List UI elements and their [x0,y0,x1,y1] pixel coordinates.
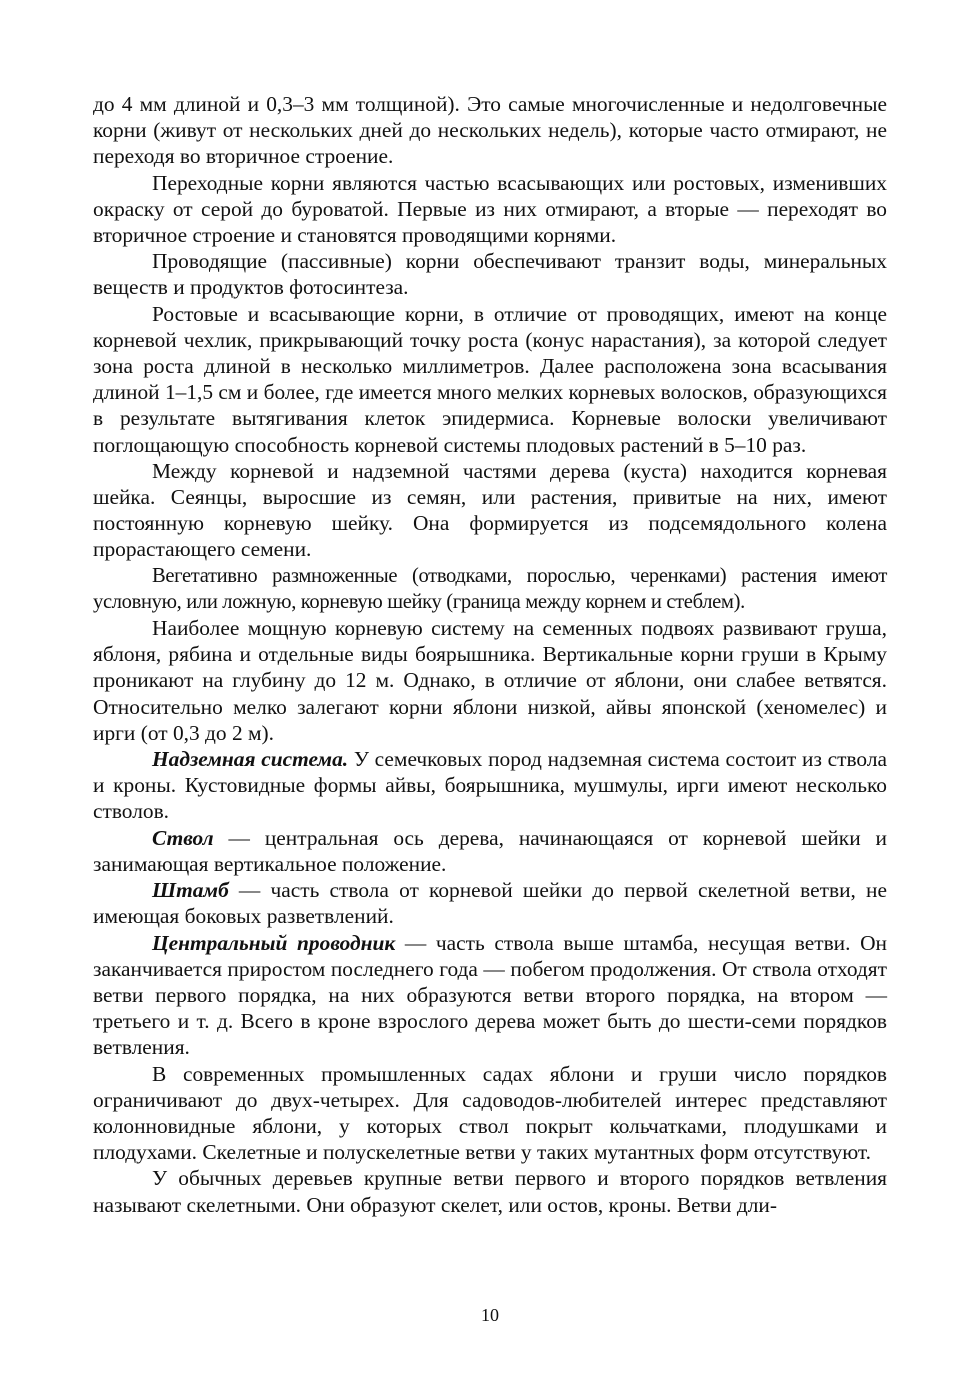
paragraph-6 [93,563,887,615]
paragraph-9 [93,825,887,877]
page-body [93,91,887,1218]
paragraph-13 [93,1165,887,1217]
paragraph-text: — часть ствола от корневой шейки до первой скелетной ветви, не имеющая боковых разветвлений. [93,878,887,929]
term-stem: Штамб [152,878,229,903]
paragraph-text: Переходные корни являются частью всасывающих или ростовых, изменивших окраску от серой до буроватой. Первые из них отмирают, а вторые — переходят во вторичное строение и становятся проводящими корнями. [93,170,887,248]
paragraph-text: Наиболее мощную корневую систему на семенных подвоях развивают груша, яблоня, рябина и отдельные виды боярышника. Вертикальные корни груши в Крыму проникают на глубину до 12 м. Однако, в отличие от яблони, они слабее ветвятся. Относительно мелко залегают корни яблони низкой, айвы японской (хеномелес) и ирги (от 0,3 до 2 м). [93,616,887,745]
paragraph-2 [93,170,887,249]
paragraph-text: У обычных деревьев крупные ветви первого и второго порядков ветвления называют скелетными. Они образуют скелет, или остов, кроны. Ветви дли- [93,1166,887,1217]
paragraph-text: У семечковых пород надземная система состоит из ствола и кроны. Кустовидные формы айвы, боярышника, мушмулы, ирги имеют несколько стволов. [93,747,887,824]
paragraph-12 [93,1061,887,1166]
page-number: 10 [481,1305,499,1325]
paragraph-5 [93,458,887,563]
paragraph-10 [93,877,887,929]
paragraph-8 [93,746,887,825]
term-trunk: Ствол [152,825,214,850]
paragraph-1 [93,91,887,170]
paragraph-text: Ростовые и всасывающие корни, в отличие от проводящих, имеют на конце корневой чехлик, прикрывающий точку роста (конус нарастания), за которой следует зона роста длиной в несколько миллиметров. Далее расположена зона всасывания длиной 1–1,5 см и более, где имеется много мелких корневых волосков, образующихся в результате вытягивания клеток эпидермиса. Корневые волоски увеличивают поглощающую способность корневой системы плодовых растений в 5–10 раз. [93,301,887,457]
paragraph-4 [93,301,887,458]
paragraph-text: Вегетативно размноженные (отводками, порослью, черенками) растения имеют условную, или ложную, корневую шейку (граница между корнем и стеблем). [93,564,887,613]
paragraph-text: В современных промышленных садах яблони и груши число порядков ограничивают до двух-четырех. Для садоводов-любителей интерес представляют колонновидные яблони, у которых ствол покрыт кольчатками, плодушками и плодухами. Скелетные и полускелетные ветви у таких мутантных форм отсутствуют. [93,1061,887,1165]
paragraph-text: — часть ствола выше штамба, несущая ветви. Он заканчивается приростом последнего года — побегом продолжения. От ствола отходят ветви первого порядка, на них образуются ветви второго порядка, на втором — третьего и т. д. Всего в кроне взрослого дерева может быть до шести-семи порядков ветвления. [93,930,888,1060]
paragraph-text: до 4 мм длиной и 0,3–3 мм толщиной). Это самые многочисленные и недолговечные корни (живут от нескольких дней до нескольких недель), которые часто отмирают, не переходя во вторичное строение. [93,92,887,169]
paragraph-11 [93,930,887,1061]
term-aboveground-system: Надземная система. [152,747,349,772]
paragraph-text: Проводящие (пассивные) корни обеспечивают транзит воды, минеральных веществ и продуктов фотосинтеза. [93,249,887,300]
paragraph-7 [93,615,887,746]
term-central-leader: Центральный проводник [152,930,396,955]
paragraph-3 [93,248,887,300]
paragraph-text: — центральная ось дерева, начинающаяся от корневой шейки и занимающая вертикальное положение. [93,825,887,876]
paragraph-text: Между корневой и надземной частями дерева (куста) находится корневая шейка. Сеянцы, выросшие из семян, или растения, привитые на них, имеют постоянную корневую шейку. Она формируется из подсемядольного колена прорастающего семени. [93,458,887,562]
